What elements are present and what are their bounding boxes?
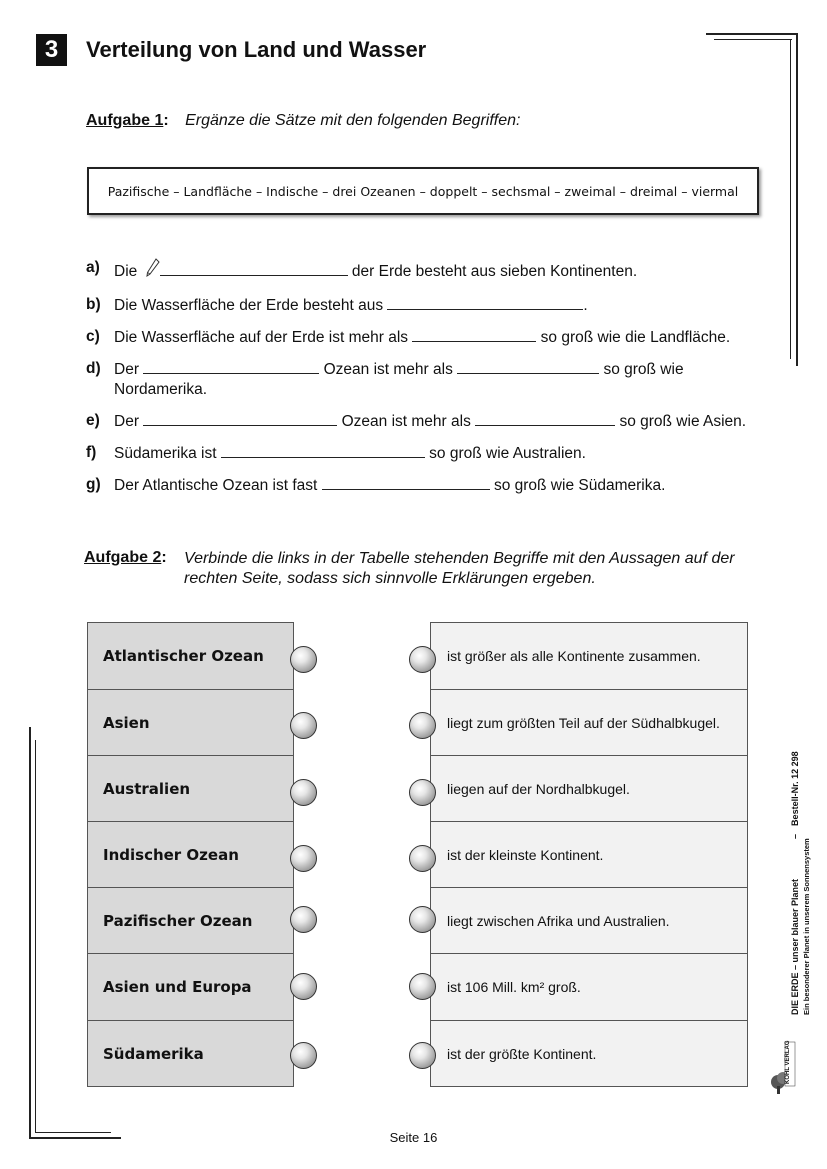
right-statement: liegen auf der Nordhalbkugel. (430, 755, 748, 821)
right-connector-knob[interactable] (409, 906, 436, 933)
question-list (86, 258, 776, 507)
frame-top-right-v2 (790, 39, 791, 359)
task1-label: Aufgabe 1 (86, 112, 164, 129)
left-connector-knob[interactable] (290, 646, 317, 673)
question-g: g) Der Atlantische Ozean ist fast so groß wie Südamerika. (86, 476, 666, 494)
left-term: Südamerika (87, 1020, 294, 1087)
right-connector-knob[interactable] (409, 779, 436, 806)
left-connector-knob[interactable] (290, 906, 317, 933)
frame-bottom-left-v (29, 727, 31, 1139)
side-order-number: Bestell-Nr. 12 298 (790, 751, 800, 826)
task1-heading: Aufgabe 1: Ergänze die Sätze mit den folgenden Begriffen: (86, 112, 521, 129)
right-statement: ist der größte Kontinent. (430, 1020, 748, 1087)
side-series-title: DIE ERDE – unser blauer Planet (790, 878, 800, 1015)
question-e: e) Der Ozean ist mehr als so groß wie Asien. (86, 412, 747, 430)
right-statement: liegt zwischen Afrika und Australien. (430, 887, 748, 953)
left-term: Pazifischer Ozean (87, 887, 294, 953)
publisher-logo-icon (768, 1040, 798, 1095)
answer-blank[interactable] (322, 475, 490, 490)
page-number: Seite 16 (389, 1130, 438, 1145)
answer-blank[interactable] (221, 443, 425, 458)
left-connector-knob[interactable] (290, 1042, 317, 1069)
answer-blank[interactable] (160, 261, 348, 276)
left-term: Asien und Europa (87, 953, 294, 1020)
answer-blank[interactable] (475, 411, 615, 426)
question-a: a) Die der Erde besteht aus sieben Kontinenten. (86, 258, 776, 284)
frame-top-right-h2 (714, 39, 792, 40)
answer-blank[interactable] (143, 359, 319, 374)
word-bank: Pazifische – Landfläche – Indische – drei Ozeanen – doppelt – sechsmal – zweimal – dreimal – viermal (87, 167, 759, 215)
right-connector-knob[interactable] (409, 1042, 436, 1069)
left-connector-knob[interactable] (290, 779, 317, 806)
chapter-number: 3 (36, 34, 67, 66)
right-connector-knob[interactable] (409, 646, 436, 673)
publisher-name: KOHL VERLAG (785, 1040, 791, 1084)
matching-left-column (87, 622, 294, 1087)
frame-top-right-h (706, 33, 798, 35)
side-series-subtitle: Ein besonderer Planet in unserem Sonnensystem (802, 838, 811, 1015)
left-connector-knob[interactable] (290, 973, 317, 1000)
frame-bottom-left-v2 (35, 740, 36, 1133)
right-connector-knob[interactable] (409, 973, 436, 1000)
question-d: d) Der Ozean ist mehr als so groß wie Nordamerika. (86, 360, 684, 398)
task2-label: Aufgabe 2 (84, 549, 162, 566)
matching-right-column (430, 622, 748, 1087)
left-term: Australien (87, 755, 294, 821)
left-connector-knob[interactable] (290, 712, 317, 739)
right-statement: liegt zum größten Teil auf der Südhalbkugel. (430, 689, 748, 755)
task2-heading: Aufgabe 2: Verbinde die links in der Tabelle stehenden Begriffe mit den Aussagen auf der rechten Seite, sodass sich sinnvolle Erklärungen ergeben. (84, 549, 735, 587)
page-title: Verteilung von Land und Wasser (86, 37, 427, 62)
answer-blank[interactable] (412, 327, 536, 342)
question-b: b) Die Wasserfläche der Erde besteht aus . (86, 296, 588, 314)
right-statement: ist 106 Mill. km² groß. (430, 953, 748, 1020)
question-c: c) Die Wasserfläche auf der Erde ist mehr als so groß wie die Landfläche. (86, 328, 731, 346)
side-series-info: DIE ERDE – unser blauer Planet–Bestell-Nr. 12 298 Ein besonderer Planet in unserem Sonnensystem (790, 695, 812, 1015)
left-connector-knob[interactable] (290, 845, 317, 872)
task2-instruction-line2: rechten Seite, sodass sich sinnvolle Erklärungen ergeben. (184, 570, 596, 587)
answer-blank[interactable] (143, 411, 337, 426)
right-connector-knob[interactable] (409, 845, 436, 872)
frame-top-right-v (796, 33, 798, 366)
right-statement: ist größer als alle Kontinente zusammen. (430, 622, 748, 689)
left-term: Asien (87, 689, 294, 755)
left-term: Atlantischer Ozean (87, 622, 294, 689)
left-term: Indischer Ozean (87, 821, 294, 887)
answer-blank[interactable] (457, 359, 599, 374)
task1-instruction: Ergänze die Sätze mit den folgenden Begriffen: (185, 112, 521, 129)
right-connector-knob[interactable] (409, 712, 436, 739)
task2-instruction-line1: Verbinde die links in der Tabelle stehenden Begriffe mit den Aussagen auf der (184, 550, 735, 567)
right-statement: ist der kleinste Kontinent. (430, 821, 748, 887)
question-f: f) Südamerika ist so groß wie Australien. (86, 444, 586, 462)
pencil-icon (146, 258, 160, 284)
answer-blank[interactable] (387, 295, 583, 310)
